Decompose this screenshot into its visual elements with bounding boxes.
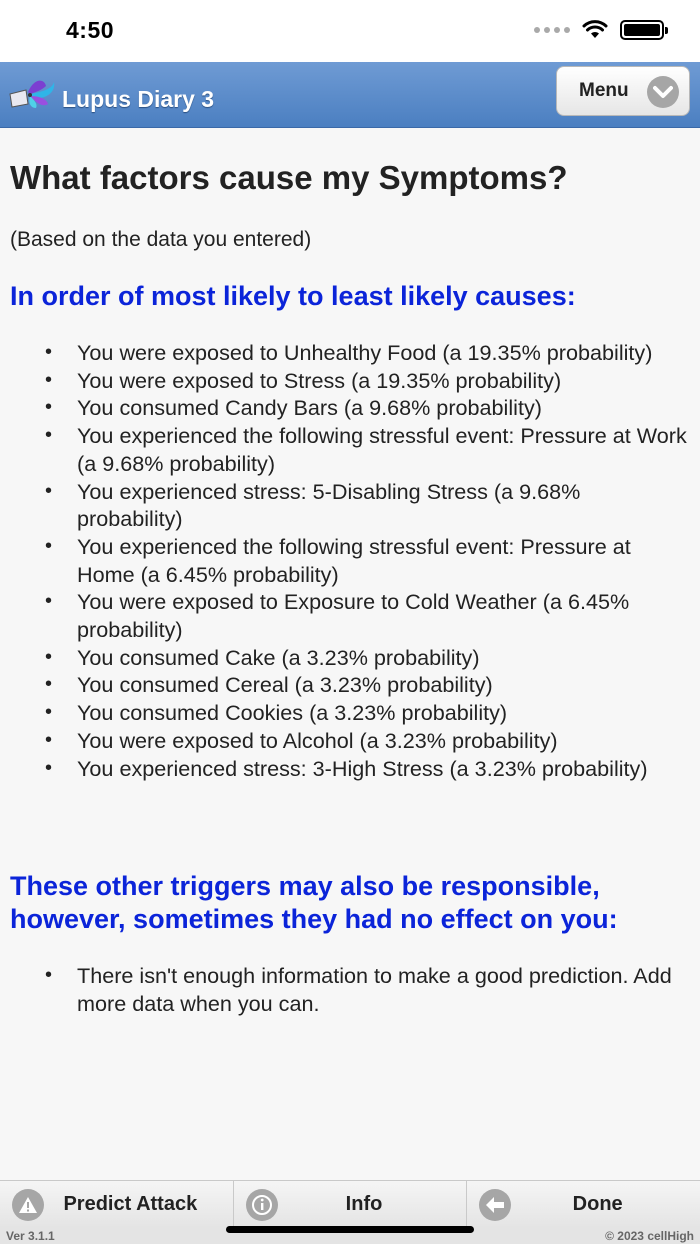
battery-icon [620, 20, 664, 40]
list-item: • You consumed Candy Bars (a 9.68% probability) [10, 394, 690, 422]
status-time: 4:50 [66, 17, 115, 43]
list-item: • You consumed Cake (a 3.23% probability) [10, 644, 690, 672]
likely-causes-list [10, 339, 690, 782]
list-item: • There isn't enough information to make a good prediction. Add more data when you can. [10, 962, 690, 1017]
menu-label: Menu [579, 80, 629, 101]
menu-button[interactable] [556, 66, 690, 116]
status-icons [534, 20, 664, 40]
list-item: • You experienced the following stressful event: Pressure at Home (a 6.45% probability) [10, 533, 690, 588]
list-item: • You consumed Cereal (a 3.23% probability) [10, 671, 690, 699]
list-item: • You experienced stress: 5-Disabling Stress (a 9.68% probability) [10, 478, 690, 533]
info-button[interactable] [234, 1181, 468, 1228]
list-item: • You were exposed to Alcohol (a 3.23% probability) [10, 727, 690, 755]
home-indicator[interactable] [226, 1226, 474, 1233]
list-item: • You consumed Cookies (a 3.23% probability) [10, 699, 690, 727]
version-text: Ver 3.1.1 [6, 1229, 55, 1243]
list-item: • You were exposed to Stress (a 19.35% probability) [10, 367, 690, 395]
main-content [10, 156, 690, 1018]
page-subtitle: (Based on the data you entered) [10, 228, 312, 251]
other-triggers-heading: These other triggers may also be responsible, however, sometimes they had no effect on you: [10, 871, 618, 935]
page-title: What factors cause my Symptoms? [10, 159, 568, 196]
butterfly-logo-icon [6, 76, 58, 110]
chevron-down-icon [647, 76, 679, 108]
info-label: Info [345, 1193, 383, 1215]
arrow-left-icon [479, 1189, 511, 1221]
predict-attack-label: Predict Attack [63, 1193, 198, 1215]
info-icon [246, 1189, 278, 1221]
done-label: Done [572, 1193, 623, 1215]
cellular-signal-icon [534, 27, 570, 33]
done-button[interactable] [467, 1181, 700, 1228]
other-triggers-list [10, 962, 690, 1017]
wifi-icon [582, 20, 608, 40]
list-item: • You experienced stress: 3-High Stress (a 3.23% probability) [10, 755, 690, 783]
list-item: • You were exposed to Unhealthy Food (a 19.35% probability) [10, 339, 690, 367]
likely-causes-heading: In order of most likely to least likely causes: [10, 281, 576, 311]
app-title: Lupus Diary 3 [62, 86, 215, 112]
list-item: • You experienced the following stressful event: Pressure at Work (a 9.68% probability) [10, 422, 690, 477]
copyright-text: © 2023 cellHigh [605, 1229, 694, 1243]
status-bar [0, 0, 700, 62]
bottom-toolbar [0, 1180, 700, 1228]
warning-icon [12, 1189, 44, 1221]
list-item: • You were exposed to Exposure to Cold Weather (a 6.45% probability) [10, 588, 690, 643]
predict-attack-button[interactable] [0, 1181, 234, 1228]
app-header [0, 62, 700, 128]
